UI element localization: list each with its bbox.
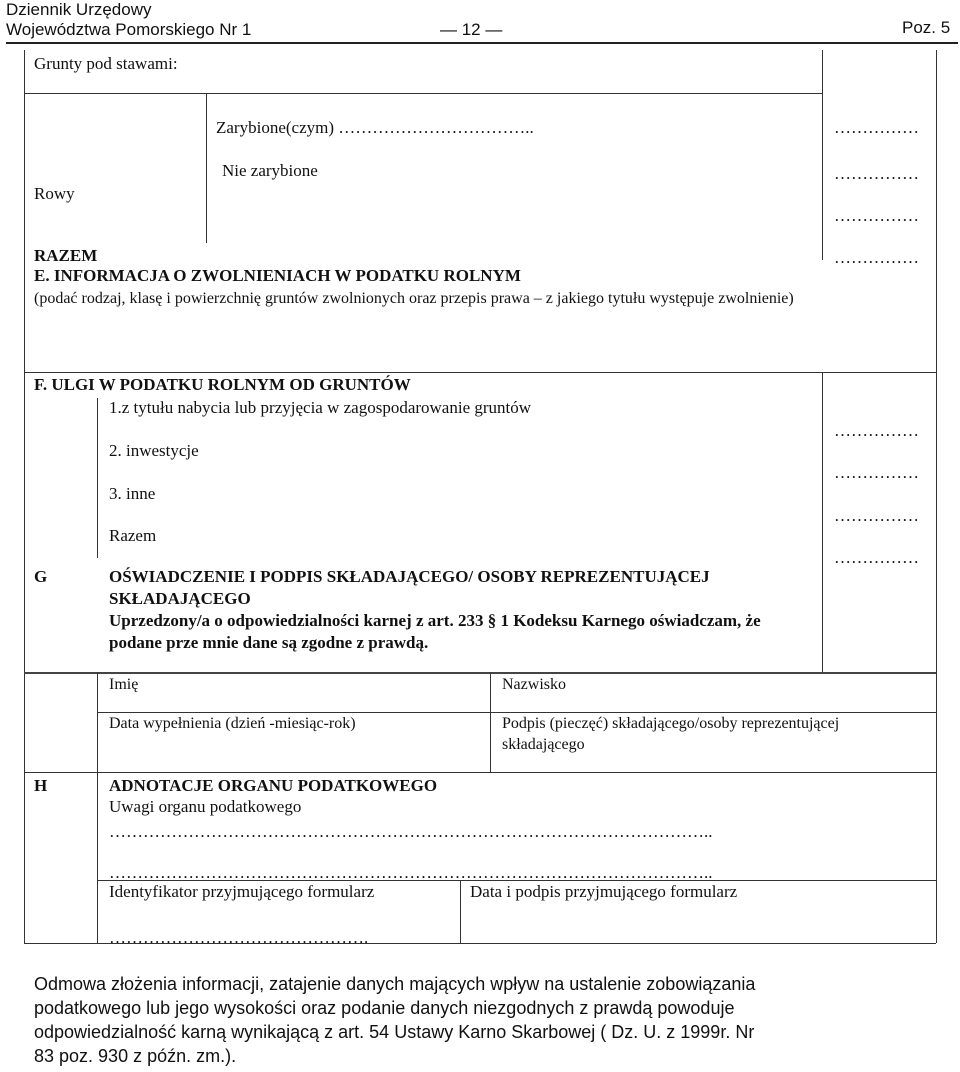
- value-dots[interactable]: ……………: [834, 248, 919, 267]
- value-dots[interactable]: ……………: [834, 421, 919, 440]
- value-dots[interactable]: ……………: [834, 164, 919, 183]
- legal-note: [34, 972, 934, 1068]
- section-g-letter: G: [34, 567, 48, 586]
- relief-item: 2. inwestycje: [109, 441, 199, 460]
- section-g-title-cont: SKŁADAJĄCEGO: [109, 589, 251, 608]
- unstocked-label: Nie zarybione: [222, 161, 318, 180]
- section-h-title: ADNOTACJE ORGANU PODATKOWEGO: [109, 776, 438, 795]
- remarks-dots[interactable]: ……………………………………………………………………………………………..: [109, 822, 713, 841]
- statement-text: Uprzedzony/a o odpowiedzialności karnej z art. 233 § 1 Kodeksu Karnego oświadczam, że: [109, 611, 761, 630]
- relief-item: Razem: [109, 526, 157, 545]
- section-f-title: F. ULGI W PODATKU ROLNYM OD GRUNTÓW: [34, 375, 411, 394]
- statement-text: podane prze mnie dane są zgodne z prawdą.: [109, 633, 429, 652]
- ponds-label: Grunty pod stawami:: [34, 54, 178, 73]
- total-label: RAZEM: [34, 246, 98, 265]
- page-number: — 12 —: [440, 20, 503, 39]
- relief-item: 3. inne: [109, 484, 156, 503]
- signature-label-cont: składającego: [502, 736, 585, 753]
- value-dots[interactable]: ……………: [834, 506, 919, 525]
- legal-note-line: odpowiedzialność karną wynikającą z art. 54 Ustawy Karno Skarbowej ( Dz. U. z 1999r. Nr: [34, 1022, 755, 1042]
- value-dots[interactable]: ……………: [834, 206, 919, 225]
- remarks-label: Uwagi organu podatkowego: [109, 797, 302, 816]
- section-e-title: E. INFORMACJA O ZWOLNIENIACH W PODATKU ROLNYM: [34, 266, 521, 285]
- header-rule: [6, 42, 958, 44]
- receiver-id-dots[interactable]: ……………………………………….: [109, 928, 369, 947]
- section-g-title: OŚWIADCZENIE I PODPIS SKŁADAJĄCEGO/ OSOBY REPREZENTUJĄCEJ: [109, 567, 710, 586]
- position-number: Poz. 5: [902, 18, 951, 37]
- receiver-date-label: Data i podpis przyjmującego formularz: [470, 882, 738, 901]
- stocked-label: Zarybione(czym) ……………………………..: [216, 118, 534, 137]
- legal-note-line: podatkowego lub jego wysokości oraz podanie danych niezgodnych z prawdą powoduje: [34, 998, 735, 1018]
- value-dots[interactable]: ……………: [834, 463, 919, 482]
- date-label: Data wypełnienia (dzień -miesiąc-rok): [109, 715, 356, 732]
- relief-item: 1.z tytułu nabycia lub przyjęcia w zagospodarowanie gruntów: [109, 398, 532, 417]
- section-e-instruction: (podać rodzaj, klasę i powierzchnię gruntów zwolnionych oraz przepis prawa – z jakiego tytułu występuje zwolnienie): [34, 290, 794, 307]
- first-name-label: Imię: [109, 676, 139, 693]
- receiver-id-label: Identyfikator przyjmującego formularz: [109, 882, 375, 901]
- section-h-letter: H: [34, 776, 48, 795]
- ditches-label: Rowy: [34, 184, 75, 203]
- legal-note-line: 83 poz. 930 z późn. zm.).: [34, 1046, 237, 1066]
- value-dots[interactable]: ……………: [834, 548, 919, 567]
- value-dots[interactable]: ……………: [834, 118, 919, 137]
- journal-subtitle: Województwa Pomorskiego Nr 1: [6, 20, 252, 39]
- remarks-dots[interactable]: ……………………………………………………………………………………………..: [109, 863, 713, 882]
- last-name-label: Nazwisko: [502, 676, 566, 693]
- journal-title: Dziennik Urzędowy: [6, 0, 152, 19]
- signature-label: Podpis (pieczęć) składającego/osoby reprezentującej: [502, 715, 840, 732]
- legal-note-line: Odmowa złożenia informacji, zatajenie danych mających wpływ na ustalenie zobowiązania: [34, 974, 756, 994]
